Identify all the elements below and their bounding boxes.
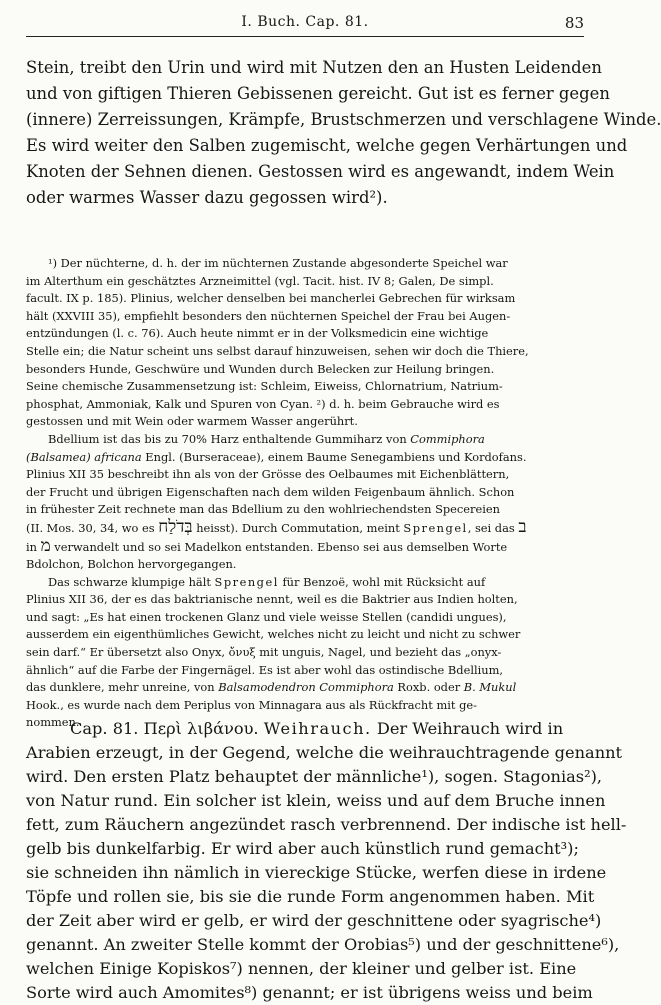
text: das dunklere, mehr unreine, von — [26, 680, 219, 695]
bdellium-line — [26, 535, 582, 557]
text: heisst). Durch Commutation, meint — [192, 520, 404, 535]
bdellium-line: in frühester Zeit rechnete man das Bdellium zu den wohlriechendsten Specereien — [26, 502, 500, 517]
species-name: Balsamodendron Commiphora — [218, 680, 394, 695]
text: Der Weihrauch wird in — [376, 719, 564, 738]
chapter-line: Arabien erzeugt, in der Gegend, welche die weihrauchtragende genannt — [26, 743, 623, 762]
text: Bdellium ist das bis zu 70% Harz enthaltende Gummiharz von — [48, 431, 411, 446]
text: (II. Mos. 30, 34, wo es — [26, 520, 159, 535]
chapter-line: fett, zum Räuchern angezündet rasch verbrennend. Der indische ist hell- — [26, 815, 627, 834]
text-line: Stein, treibt den Urin und wird mit Nutzen den an Husten Leidenden — [26, 58, 602, 77]
text: , sei das — [467, 520, 519, 535]
footnote-line: Stelle ein; die Natur scheint uns selbst darauf hinzuweisen, sehen wir doch die Thiere, — [26, 343, 529, 358]
benzoe-line: ähnlich“ auf die Farbe der Fingernägel. Es ist aber wohl das ostindische Bdellium, — [26, 662, 504, 677]
species-name: (Balsamea) africana — [26, 449, 142, 464]
species-name: Commiphora — [410, 431, 485, 446]
running-title: I. Buch. Cap. 81. — [241, 14, 369, 30]
chapter-line: wird. Den ersten Platz behauptet der männliche¹), sogen. Stagonias²), — [26, 767, 603, 786]
page-header — [26, 14, 584, 37]
text: in — [26, 539, 41, 554]
author-name: Sprengel — [403, 520, 468, 535]
benzoe-line — [26, 574, 582, 592]
text: für Benzoë, wohl mit Rücksicht auf — [278, 574, 486, 589]
page-number: 83 — [564, 14, 584, 32]
greek-title: Περὶ λιβάνου. — [143, 719, 259, 738]
text: Das schwarze klumpige hält — [48, 574, 215, 589]
benzoe-line: sein darf.“ Er übersetzt also Onyx, ὄνυξ mit unguis, Nagel, und bezieht das „onyx- — [26, 645, 502, 660]
chapter-line: Sorte wird auch Amomites⁸) genannt; er ist übrigens weiss und beim — [26, 983, 593, 1002]
author-name: Sprengel — [214, 574, 279, 589]
species-name: B. Mukul — [463, 680, 517, 695]
text-line: Knoten der Sehnen dienen. Gestossen wird es angewandt, indem Wein — [26, 162, 615, 181]
benzoe-line: Plinius XII 36, der es das baktrianische nennt, weil es die Baktrier aus Indien holten, — [26, 592, 518, 607]
text: Engl. (Burseraceae), einem Baume Senegambiens und Kordofans. — [141, 449, 527, 464]
bdellium-line — [26, 449, 582, 467]
chapter-line: sie schneiden ihn nämlich in viereckige Stücke, werfen diese in irdene — [26, 863, 607, 882]
footnote-line: hält (XXVIII 35), empfiehlt besonders den nüchternen Speichel der Frau bei Augen- — [26, 308, 511, 323]
text: Hook. — [26, 697, 61, 712]
bdellium-line: der Frucht und übrigen Eigenschaften nach dem wilden Feigenbaum ähnlich. Schon — [26, 484, 515, 499]
bdellium-line: Plinius XII 35 beschreibt ihn als von der Grösse des Oelbaumes mit Eichenblättern, — [26, 467, 510, 482]
footnote-line: facult. IX p. 185). Plinius, welcher denselben bei mancherlei Gebrechen für wirksam — [26, 291, 516, 306]
chapter-line: von Natur rund. Ein solcher ist klein, weiss und auf dem Bruche innen — [26, 791, 606, 810]
benzoe-line — [26, 679, 582, 697]
bdellium-line — [26, 431, 582, 449]
chapter-line: welchen Einige Kopiskos⁷) nennen, der kleiner und gelber ist. Eine — [26, 959, 577, 978]
chapter-title: Weihrauch. — [263, 719, 372, 738]
chapter-line: genannt. An zweiter Stelle kommt der Orobias⁵) und der geschnittene⁶), — [26, 935, 620, 954]
main-text-continuation — [26, 55, 661, 211]
chapter-81 — [26, 717, 627, 1005]
chapter-heading-line — [26, 717, 582, 741]
hebrew-word: בְּדֹלַח — [158, 516, 193, 537]
chapter-line: Töpfe und rollen sie, bis sie die runde Form angenommen haben. Mit — [26, 887, 595, 906]
footnote-line: gestossen und mit Wein oder warmem Wasser angerührt. — [26, 414, 358, 429]
text-line: Es wird weiter den Salben zugemischt, welche gegen Verhärtungen und — [26, 136, 628, 155]
benzoe-line: nommen. — [26, 715, 80, 730]
footnotes — [26, 255, 582, 732]
text: verwandelt und so sei Madelkon entstanden. Ebenso sei aus demselben Worte — [50, 539, 508, 554]
hebrew-letter: ב — [518, 516, 527, 537]
chapter-line: der Zeit aber wird er gelb, er wird der geschnittene oder syagrische⁴) — [26, 911, 602, 930]
footnote-line: Seine chemische Zusammensetzung ist: Schleim, Eiweiss, Chlornatrium, Natrium- — [26, 379, 503, 394]
footnote-line: entzündungen (l. c. 76). Auch heute nimmt er in der Volksmedicin eine wichtige — [26, 326, 489, 341]
footnote-line: ¹) Der nüchterne, d. h. der im nüchternen Zustande abgesonderte Speichel war — [48, 256, 508, 270]
footnote-line: besonders Hunde, Geschwüre und Wunden durch Belecken zur Heilung bringen. — [26, 361, 495, 376]
bdellium-line: Bdolchon, Bolchon hervorgegangen. — [26, 557, 237, 572]
text-line: oder warmes Wasser dazu gegossen wird²). — [26, 188, 388, 207]
text: Roxb. oder — [393, 680, 464, 695]
bdellium-line — [26, 516, 582, 538]
benzoe-line — [26, 697, 582, 715]
text: , es wurde nach dem Periplus von Minnagara aus als Rückfracht mit ge- — [60, 697, 477, 712]
text-line: und von giftigen Thieren Gebissenen gereicht. Gut ist es ferner gegen — [26, 84, 610, 103]
benzoe-line: ausserdem ein eigenthümliches Gewicht, welches nicht zu leicht und nicht zu schwer — [26, 627, 521, 642]
footnote-line: phosphat, Ammoniak, Kalk und Spuren von Cyan. ²) d. h. beim Gebrauche wird es — [26, 396, 500, 411]
text-line: (innere) Zerreissungen, Krämpfe, Brustschmerzen und verschlagene Winde. — [26, 110, 661, 129]
chapter-number: Cap. 81. — [70, 719, 139, 738]
hebrew-letter: מ — [40, 535, 51, 556]
benzoe-line: und sagt: „Es hat einen trockenen Glanz und viele weisse Stellen (candidi ungues), — [26, 609, 507, 624]
footnote-line: im Alterthum ein geschätztes Arzneimittel (vgl. Tacit. hist. IV 8; Galen, De simpl. — [26, 273, 494, 288]
chapter-line: gelb bis dunkelfarbig. Er wird aber auch künstlich rund gemacht³); — [26, 839, 579, 858]
